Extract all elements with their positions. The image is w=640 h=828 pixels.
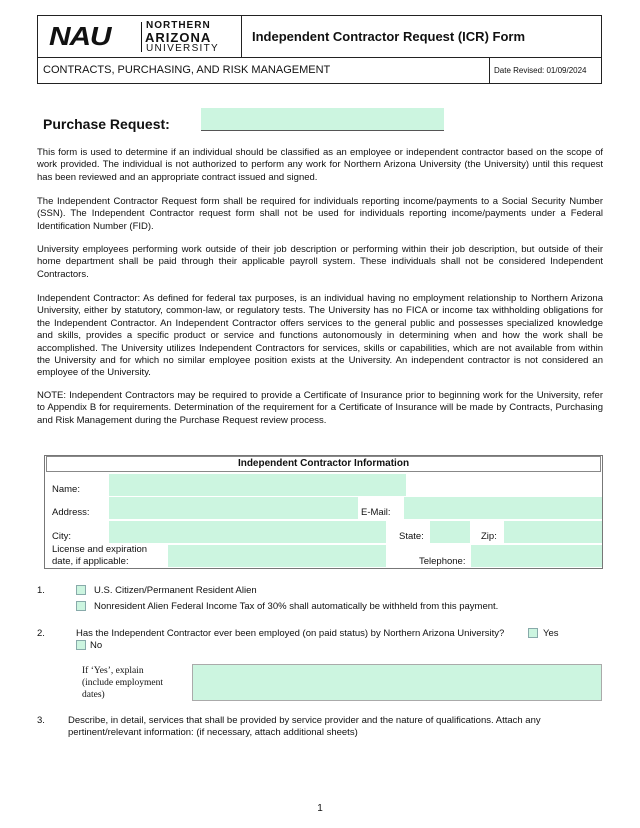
city-field[interactable] — [109, 521, 386, 543]
q1-number: 1. — [37, 585, 45, 596]
logo-line-university: UNIVERSITY — [146, 43, 220, 54]
logo-wordmark: NAU — [49, 21, 111, 51]
employees-paragraph: University employees performing work outside of their job description or performing within their job description, but outside of their home department shall be paid through their applicable payroll system. These individuals shall not be considered Independent Contractors. — [37, 244, 603, 280]
employment-explain-field[interactable] — [192, 664, 602, 701]
revision-cell — [489, 58, 601, 83]
logo-line-arizona: ARIZONA — [145, 30, 212, 45]
telephone-label: Telephone: — [419, 556, 466, 567]
q2-no-label: No — [90, 640, 103, 651]
name-label: Name: — [52, 484, 80, 495]
state-label: State: — [399, 531, 424, 542]
q3-number: 3. — [37, 715, 45, 726]
q2-yes-checkbox[interactable] — [528, 628, 538, 638]
form-subheader — [37, 58, 602, 84]
form-title: Independent Contractor Request (ICR) Form — [252, 29, 526, 44]
page-number: 1 — [317, 803, 323, 814]
email-label: E-Mail: — [361, 507, 391, 518]
telephone-field[interactable] — [471, 545, 602, 567]
date-revised: Date Revised: 01/09/2024 — [494, 66, 587, 75]
contractor-info-heading: Independent Contractor Information — [46, 456, 601, 472]
zip-field[interactable] — [504, 521, 602, 543]
purchase-request-label: Purchase Request: — [43, 116, 170, 132]
address-field[interactable] — [109, 497, 358, 519]
ssn-paragraph: The Independent Contractor Request form shall be required for individuals reporting income/payments to a Social Security Number (SSN). The Independent Contractor request form shall not be used for individuals reporting income/payments under a Federal Identification Number (FID). — [37, 196, 603, 232]
address-label: Address: — [52, 507, 90, 518]
logo-divider — [141, 22, 142, 52]
license-field[interactable] — [168, 545, 386, 567]
explain-label-line1: If ‘Yes’, explain — [82, 666, 144, 676]
department-name: CONTRACTS, PURCHASING, AND RISK MANAGEMENT — [43, 64, 331, 76]
city-label: City: — [52, 531, 71, 542]
form-header — [37, 15, 602, 58]
name-field[interactable] — [109, 474, 406, 496]
us-citizen-label: U.S. Citizen/Permanent Resident Alien — [94, 585, 257, 596]
email-field[interactable] — [404, 497, 602, 519]
explain-label-line3: dates) — [82, 690, 105, 700]
explain-label-line2: (include employment — [82, 678, 163, 688]
nau-logo — [38, 16, 242, 57]
q2-question: Has the Independent Contractor ever been employed (on paid status) by Northern Arizona University? — [76, 628, 505, 639]
state-field[interactable] — [430, 521, 470, 543]
nonresident-label: Nonresident Alien Federal Income Tax of 30% shall automatically be withheld from this payment. — [94, 601, 499, 612]
intro-paragraph: This form is used to determine if an individual should be classified as an employee or independent contractor based on the scope of work provided. The individual is not authorized to perform any work for Northern Arizona University (the University) until this request has been reviewed and an appropriate contract issued and signed. — [37, 147, 603, 183]
q2-no-checkbox[interactable] — [76, 640, 86, 650]
zip-label: Zip: — [481, 531, 497, 542]
purchase-request-field[interactable] — [201, 108, 444, 131]
us-citizen-checkbox[interactable] — [76, 585, 86, 595]
license-label-line2: date, if applicable: — [52, 556, 129, 567]
nonresident-checkbox[interactable] — [76, 601, 86, 611]
q2-number: 2. — [37, 628, 45, 639]
logo-line-northern: NORTHERN — [146, 20, 211, 31]
q3-text-line2: pertinent/relevant information: (if necessary, attach additional sheets) — [68, 727, 358, 738]
q3-text-line1: Describe, in detail, services that shall be provided by service provider and the nature of qualifications. Attach any — [68, 715, 541, 726]
note-paragraph: NOTE: Independent Contractors may be required to provide a Certificate of Insurance prior to beginning work for the University, refer to Appendix B for requirements. Determination of the requirement for a Certificate of Insurance will be made by Contracts, Purchasing and Risk Management during the Purchase Request review process. — [37, 390, 603, 426]
q2-yes-label: Yes — [543, 628, 559, 639]
license-label-line1: License and expiration — [52, 544, 148, 555]
definition-paragraph: Independent Contractor: As defined for federal tax purposes, is an individual having no employment relationship to Northern Arizona University, either by statutory, common-law, or regulatory tests. The University has no FICA or income tax withholding obligations for the Independent Contractor. An Independent Contractor offers services to the general public and possesses specialized knowledge and skills, provides a specific product or service and functions autonomously in determining when and how the work shall be accomplished. The University utilizes Independent Contractors for services, skills or capabilities, which are not available from within the University and for which no similar employee position exists at the University. An independent contractor is not considered an employee of the University. — [37, 293, 603, 379]
